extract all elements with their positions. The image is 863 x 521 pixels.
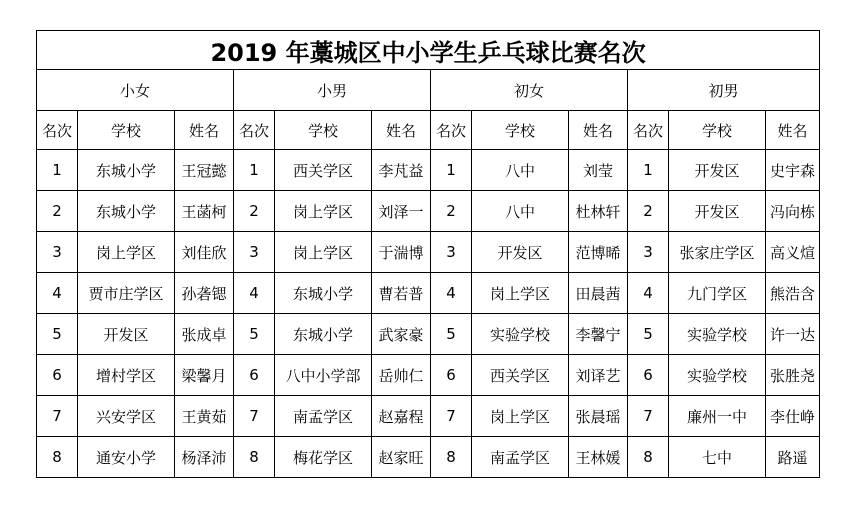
school-cell: 西关学区	[472, 355, 569, 396]
name-cell: 田晨茜	[569, 273, 628, 314]
name-cell: 刘莹	[569, 150, 628, 191]
school-cell: 东城小学	[275, 314, 372, 355]
group-header: 小男	[234, 70, 431, 111]
name-cell: 路遥	[766, 437, 820, 478]
name-header: 姓名	[372, 111, 431, 150]
table-row	[37, 355, 820, 396]
school-cell: 开发区	[472, 232, 569, 273]
name-cell: 许一达	[766, 314, 820, 355]
rank-cell: 4	[431, 273, 472, 314]
table-row	[37, 191, 820, 232]
name-cell: 于湍博	[372, 232, 431, 273]
name-cell: 杨泽沛	[175, 437, 234, 478]
rank-cell: 3	[234, 232, 275, 273]
school-cell: 增村学区	[78, 355, 175, 396]
rank-cell: 8	[431, 437, 472, 478]
name-cell: 武家豪	[372, 314, 431, 355]
rank-cell: 8	[234, 437, 275, 478]
school-cell: 南孟学区	[472, 437, 569, 478]
school-cell: 七中	[669, 437, 766, 478]
name-cell: 岳帅仁	[372, 355, 431, 396]
rank-cell: 1	[431, 150, 472, 191]
school-header: 学校	[669, 111, 766, 150]
rank-cell: 4	[628, 273, 669, 314]
school-cell: 南孟学区	[275, 396, 372, 437]
table-row	[37, 437, 820, 478]
school-cell: 八中	[472, 191, 569, 232]
school-header: 学校	[472, 111, 569, 150]
table-row	[37, 396, 820, 437]
rank-cell: 8	[37, 437, 78, 478]
rank-header: 名次	[431, 111, 472, 150]
school-cell: 岗上学区	[275, 232, 372, 273]
name-cell: 李芃益	[372, 150, 431, 191]
school-cell: 西关学区	[275, 150, 372, 191]
group-header: 小女	[37, 70, 234, 111]
school-cell: 兴安学区	[78, 396, 175, 437]
name-cell: 高义煊	[766, 232, 820, 273]
school-cell: 开发区	[669, 191, 766, 232]
name-cell: 刘译艺	[569, 355, 628, 396]
name-header: 姓名	[175, 111, 234, 150]
rank-cell: 2	[431, 191, 472, 232]
group-header: 初女	[431, 70, 628, 111]
school-cell: 八中	[472, 150, 569, 191]
name-cell: 赵家旺	[372, 437, 431, 478]
rank-cell: 3	[431, 232, 472, 273]
rank-cell: 6	[431, 355, 472, 396]
group-header: 初男	[628, 70, 820, 111]
name-cell: 刘佳欣	[175, 232, 234, 273]
rank-cell: 6	[37, 355, 78, 396]
rank-cell: 1	[234, 150, 275, 191]
name-cell: 李馨宁	[569, 314, 628, 355]
name-cell: 熊浩含	[766, 273, 820, 314]
name-cell: 范博晞	[569, 232, 628, 273]
ranking-sheet	[36, 30, 819, 488]
name-cell: 梁馨月	[175, 355, 234, 396]
name-cell: 张胜尧	[766, 355, 820, 396]
school-cell: 廉州一中	[669, 396, 766, 437]
school-cell: 岗上学区	[472, 396, 569, 437]
rank-cell: 7	[628, 396, 669, 437]
school-cell: 岗上学区	[275, 191, 372, 232]
rank-cell: 2	[628, 191, 669, 232]
ranking-table	[36, 30, 820, 478]
table-row	[37, 150, 820, 191]
name-cell: 张晨瑶	[569, 396, 628, 437]
rank-cell: 5	[234, 314, 275, 355]
name-header: 姓名	[766, 111, 820, 150]
rank-cell: 3	[628, 232, 669, 273]
rank-cell: 5	[37, 314, 78, 355]
page-title: 2019 年藁城区中小学生乒乓球比赛名次	[37, 31, 820, 70]
school-cell: 张家庄学区	[669, 232, 766, 273]
name-cell: 李仕峥	[766, 396, 820, 437]
rank-cell: 1	[37, 150, 78, 191]
school-header: 学校	[78, 111, 175, 150]
school-cell: 八中小学部	[275, 355, 372, 396]
school-header: 学校	[275, 111, 372, 150]
school-cell: 东城小学	[275, 273, 372, 314]
name-cell: 王林媛	[569, 437, 628, 478]
school-cell: 开发区	[669, 150, 766, 191]
school-cell: 岗上学区	[78, 232, 175, 273]
rank-cell: 7	[431, 396, 472, 437]
rank-cell: 5	[628, 314, 669, 355]
rank-header: 名次	[628, 111, 669, 150]
rank-cell: 4	[37, 273, 78, 314]
school-cell: 梅花学区	[275, 437, 372, 478]
name-cell: 冯向栋	[766, 191, 820, 232]
rank-cell: 4	[234, 273, 275, 314]
rank-cell: 2	[234, 191, 275, 232]
school-cell: 实验学校	[472, 314, 569, 355]
name-cell: 张成卓	[175, 314, 234, 355]
name-cell: 刘泽一	[372, 191, 431, 232]
school-cell: 九门学区	[669, 273, 766, 314]
name-cell: 史宇森	[766, 150, 820, 191]
name-cell: 王黄茹	[175, 396, 234, 437]
rank-cell: 1	[628, 150, 669, 191]
rank-cell: 6	[234, 355, 275, 396]
school-cell: 实验学校	[669, 355, 766, 396]
name-cell: 曹若普	[372, 273, 431, 314]
name-cell: 孙砻锶	[175, 273, 234, 314]
rank-cell: 7	[234, 396, 275, 437]
table-row	[37, 273, 820, 314]
school-cell: 东城小学	[78, 150, 175, 191]
column-header-row	[37, 111, 820, 150]
name-cell: 王菡柯	[175, 191, 234, 232]
group-header-row	[37, 70, 820, 111]
rank-cell: 8	[628, 437, 669, 478]
school-cell: 贾市庄学区	[78, 273, 175, 314]
rank-cell: 5	[431, 314, 472, 355]
name-cell: 赵嘉程	[372, 396, 431, 437]
rank-cell: 6	[628, 355, 669, 396]
rank-header: 名次	[234, 111, 275, 150]
school-cell: 实验学校	[669, 314, 766, 355]
rank-cell: 7	[37, 396, 78, 437]
school-cell: 开发区	[78, 314, 175, 355]
rank-cell: 3	[37, 232, 78, 273]
name-cell: 杜林轩	[569, 191, 628, 232]
rank-header: 名次	[37, 111, 78, 150]
table-row	[37, 314, 820, 355]
name-cell: 王冠懿	[175, 150, 234, 191]
school-cell: 东城小学	[78, 191, 175, 232]
table-row	[37, 232, 820, 273]
school-cell: 通安小学	[78, 437, 175, 478]
rank-cell: 2	[37, 191, 78, 232]
school-cell: 岗上学区	[472, 273, 569, 314]
name-header: 姓名	[569, 111, 628, 150]
